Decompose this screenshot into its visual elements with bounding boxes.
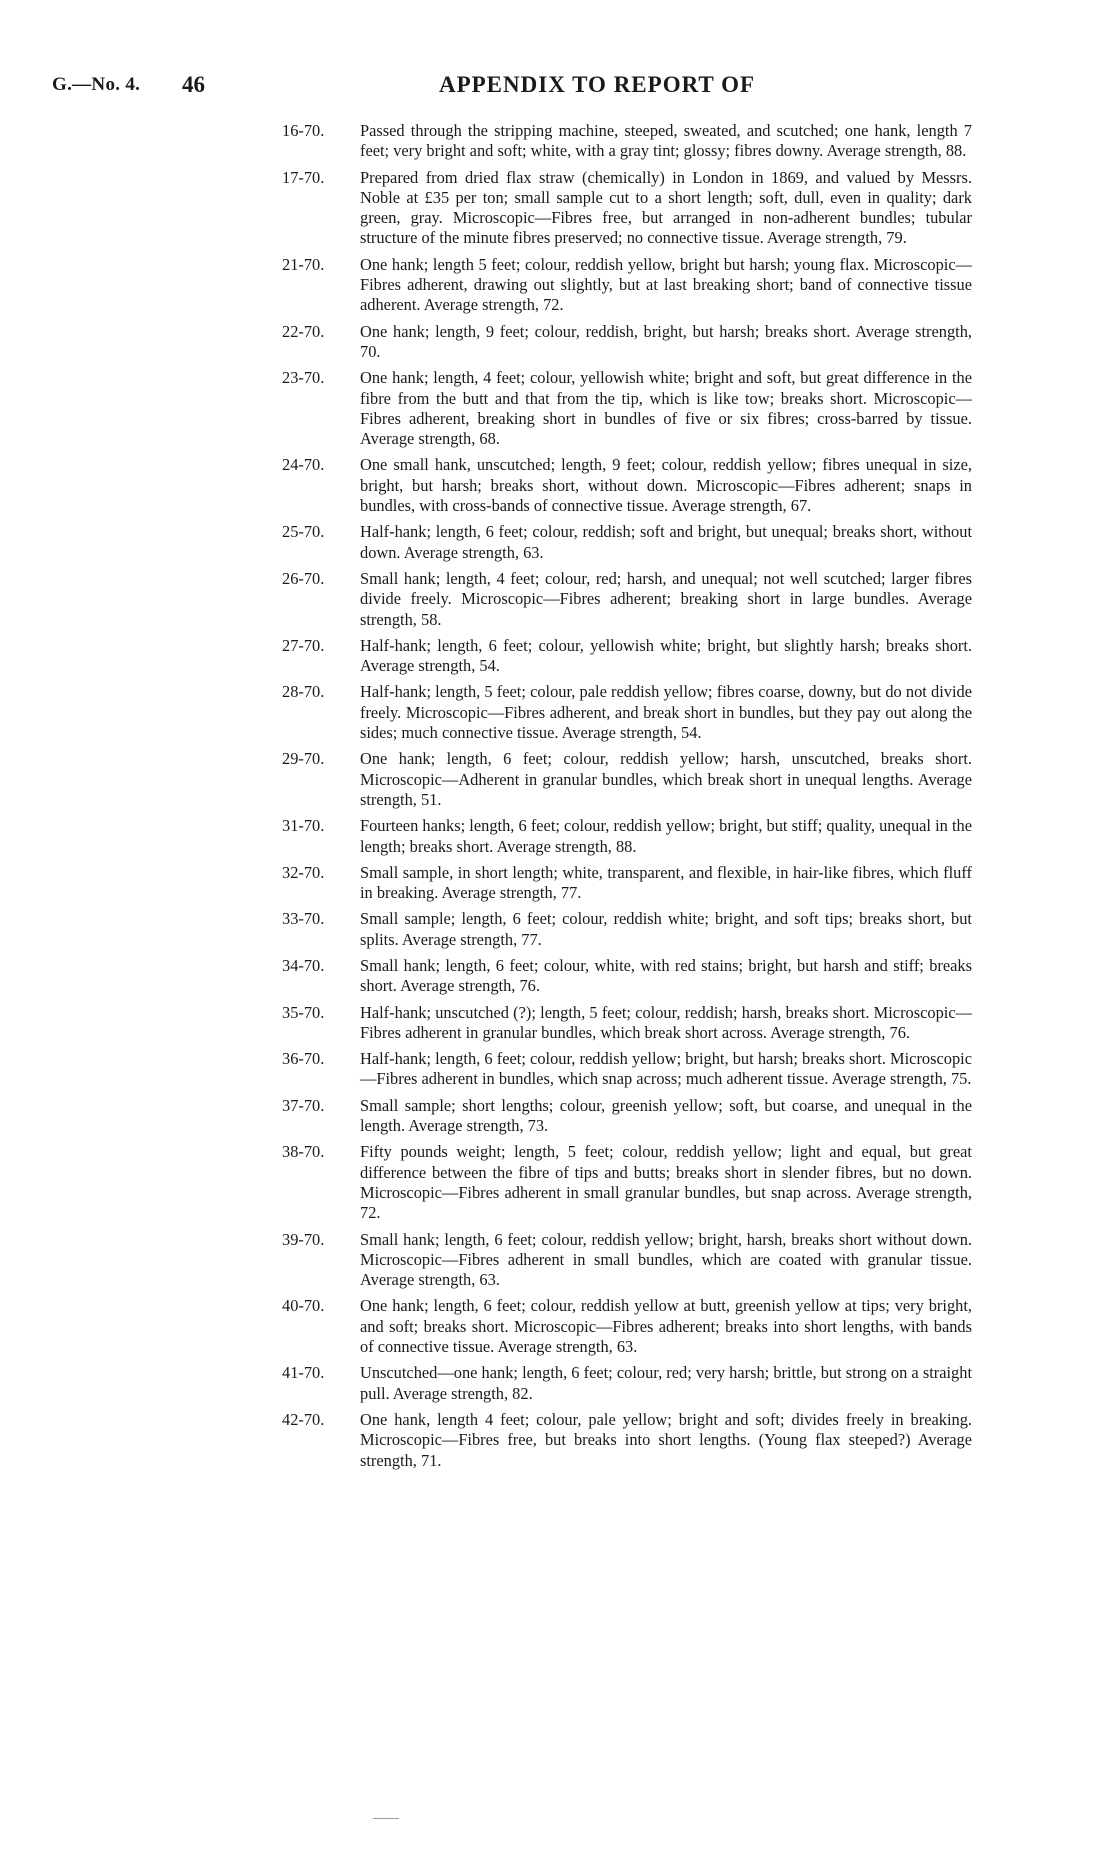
sample-description: Small sample, in short length; white, transparent, and flexible, in hair-like fibres, which fluff in breaking. Average strength, 77.	[360, 862, 972, 903]
sample-description: Half-hank; length, 6 feet; colour, reddish; soft and bright, but unequal; breaks short, without down. Average strength, 63.	[360, 522, 972, 562]
sample-number: 25-70.	[282, 522, 325, 542]
sample-description: One hank; length, 6 feet; colour, reddish yellow; harsh, unscutched, breaks short. Microscopic—Adherent in granular bundles, which break short in unequal lengths. Average strength, 51.	[360, 749, 972, 809]
page-header	[52, 72, 1062, 102]
sample-description: Half-hank; length, 5 feet; colour, pale reddish yellow; fibres coarse, downy, but do not divide freely. Microscopic—Fibres adherent, and break short in bundles, but they pay out along the sides; much connective tissue. Average strength, 54.	[360, 682, 972, 743]
sample-description: Fourteen hanks; length, 6 feet; colour, reddish yellow; bright, but stiff; quality, unequal in the length; breaks short. Average strength, 88.	[360, 816, 972, 856]
sample-number: 33-70.	[282, 909, 325, 929]
sample-number: 16-70.	[282, 121, 325, 140]
sample-number: 35-70.	[282, 1002, 325, 1022]
sample-description: Small hank; length, 6 feet; colour, white, with red stains; bright, but harsh and stiff; breaks short. Average strength, 76.	[360, 955, 972, 996]
sample-number: 17-70.	[282, 167, 325, 187]
sample-number: 42-70.	[282, 1409, 325, 1429]
sample-number: 32-70.	[282, 862, 325, 882]
sample-entry	[282, 522, 972, 563]
sample-description: One hank; length, 4 feet; colour, yellowish white; bright and soft, but great difference in the fibre from the butt and that from the tip, which is like tow; breaks short. Microscopic—Fibres adherent, breaking short in bundles of five or six fibres; cross-barred by tissue. Average strength, 68.	[360, 368, 972, 449]
sample-entry	[282, 368, 972, 449]
sample-number: 37-70.	[282, 1095, 325, 1115]
sample-entry	[282, 121, 972, 162]
sample-entry	[282, 682, 972, 743]
sample-description: Fifty pounds weight; length, 5 feet; colour, reddish yellow; light and equal, but great difference between the fibre of tips and butts; breaks short in slender fibres, but no down. Microscopic—Fibres adherent in small granular bundles, but snap across. Average strength, 72.	[360, 1142, 972, 1223]
sample-entries-list	[282, 121, 972, 1477]
sample-entry	[282, 956, 972, 997]
sample-entry	[282, 1410, 972, 1471]
sample-description: Prepared from dried flax straw (chemically) in London in 1869, and valued by Messrs. Noble at £35 per ton; small sample cut to a short length; soft, dull, even in quality; dark green, gray. Microscopic—Fibres free, but arranged in non-adherent bundles; tubular structure of the minute fibres preserved; no connective tissue. Average strength, 79.	[360, 167, 972, 248]
sample-entry	[282, 322, 972, 363]
sample-entry	[282, 255, 972, 316]
sample-entry	[282, 1142, 972, 1223]
sample-number: 40-70.	[282, 1296, 325, 1316]
sample-description: One hank; length 5 feet; colour, reddish yellow, bright but harsh; young flax. Microscopic—Fibres adherent, drawing out slightly, but at last breaking short; band of connective tissue adherent. Average strength, 72.	[360, 254, 972, 315]
sample-number: 28-70.	[282, 682, 325, 702]
sample-number: 22-70.	[282, 321, 325, 341]
sample-description: One small hank, unscutched; length, 9 feet; colour, reddish yellow; fibres unequal in size, bright, but harsh; breaks short, without down. Microscopic—Fibres adherent; snaps in bundles, with cross-bands of connective tissue. Average strength, 67.	[360, 455, 972, 516]
sample-entry	[282, 1230, 972, 1291]
sample-number: 41-70.	[282, 1363, 325, 1383]
sample-entry	[282, 569, 972, 630]
sample-entry	[282, 1049, 972, 1090]
sample-number: 34-70.	[282, 955, 325, 975]
sample-entry	[282, 1296, 972, 1357]
sample-description: One hank; length, 6 feet; colour, reddish yellow at butt, greenish yellow at tips; very bright, and soft; breaks short. Microscopic—Fibres adherent; breaks into short lengths, with bands of connective tissue. Average strength, 63.	[360, 1296, 972, 1357]
sample-entry	[282, 909, 972, 950]
sample-description: Half-hank; length, 6 feet; colour, reddish yellow; bright, but harsh; breaks short. Microscopic—Fibres adherent in bundles, which snap across; much adherent tissue. Average strength, 75.	[360, 1049, 972, 1089]
sample-entry	[282, 455, 972, 516]
document-reference: G.—No. 4.	[52, 74, 141, 95]
sample-entry	[282, 1003, 972, 1044]
sample-number: 26-70.	[282, 568, 325, 588]
sample-description: Half-hank; length, 6 feet; colour, yellowish white; bright, but slightly harsh; breaks short. Average strength, 54.	[360, 635, 972, 676]
sample-entry	[282, 1363, 972, 1404]
sample-number: 39-70.	[282, 1229, 325, 1249]
sample-description: One hank, length 4 feet; colour, pale yellow; bright and soft; divides freely in breaking. Microscopic—Fibres free, but breaks into short lengths. (Young flax steeped?) Average strength, 71.	[360, 1409, 972, 1470]
sample-number: 21-70.	[282, 254, 325, 274]
sample-description: Half-hank; unscutched (?); length, 5 feet; colour, reddish; harsh, breaks short. Microscopic—Fibres adherent in granular bundles, which break short across. Average strength, 76.	[360, 1002, 972, 1042]
sample-entry	[282, 749, 972, 810]
sample-entry	[282, 1096, 972, 1137]
sample-description: Unscutched—one hank; length, 6 feet; colour, red; very harsh; brittle, but strong on a straight pull. Average strength, 82.	[360, 1363, 972, 1403]
sample-number: 23-70.	[282, 368, 325, 388]
sample-entry	[282, 816, 972, 857]
sample-description: Small sample; short lengths; colour, greenish yellow; soft, but coarse, and unequal in the length. Average strength, 73.	[360, 1095, 972, 1136]
sample-description: Small hank; length, 4 feet; colour, red; harsh, and unequal; not well scutched; larger fibres divide freely. Microscopic—Fibres adherent; breaking short in large bundles. Average strength, 58.	[360, 568, 972, 629]
sample-number: 27-70.	[282, 635, 325, 655]
sample-number: 24-70.	[282, 455, 325, 475]
sample-number: 38-70.	[282, 1142, 325, 1162]
sample-description: Small hank; length, 6 feet; colour, reddish yellow; bright, harsh, breaks short without down. Microscopic—Fibres adherent in small bundles, which are coated with granular tissue. Average strength, 63.	[360, 1229, 972, 1290]
sample-number: 29-70.	[282, 749, 325, 769]
sample-entry	[282, 863, 972, 904]
sample-description: One hank; length, 9 feet; colour, reddish, bright, but harsh; breaks short. Average strength, 70.	[360, 321, 972, 361]
sample-description: Passed through the stripping machine, steeped, sweated, and scutched; one hank, length 7 feet; very bright and soft; white, with a gray tint; glossy; fibres downy. Average strength, 88.	[360, 121, 972, 161]
sample-entry	[282, 168, 972, 249]
sample-number: 31-70.	[282, 816, 325, 836]
page-title: APPENDIX TO REPORT OF	[438, 72, 756, 97]
sample-entry	[282, 636, 972, 677]
sample-description: Small sample; length, 6 feet; colour, reddish white; bright, and soft tips; breaks short, but splits. Average strength, 77.	[360, 909, 972, 949]
page-number: 46	[182, 72, 205, 97]
sample-number: 36-70.	[282, 1049, 325, 1069]
footer-rule	[373, 1818, 399, 1819]
